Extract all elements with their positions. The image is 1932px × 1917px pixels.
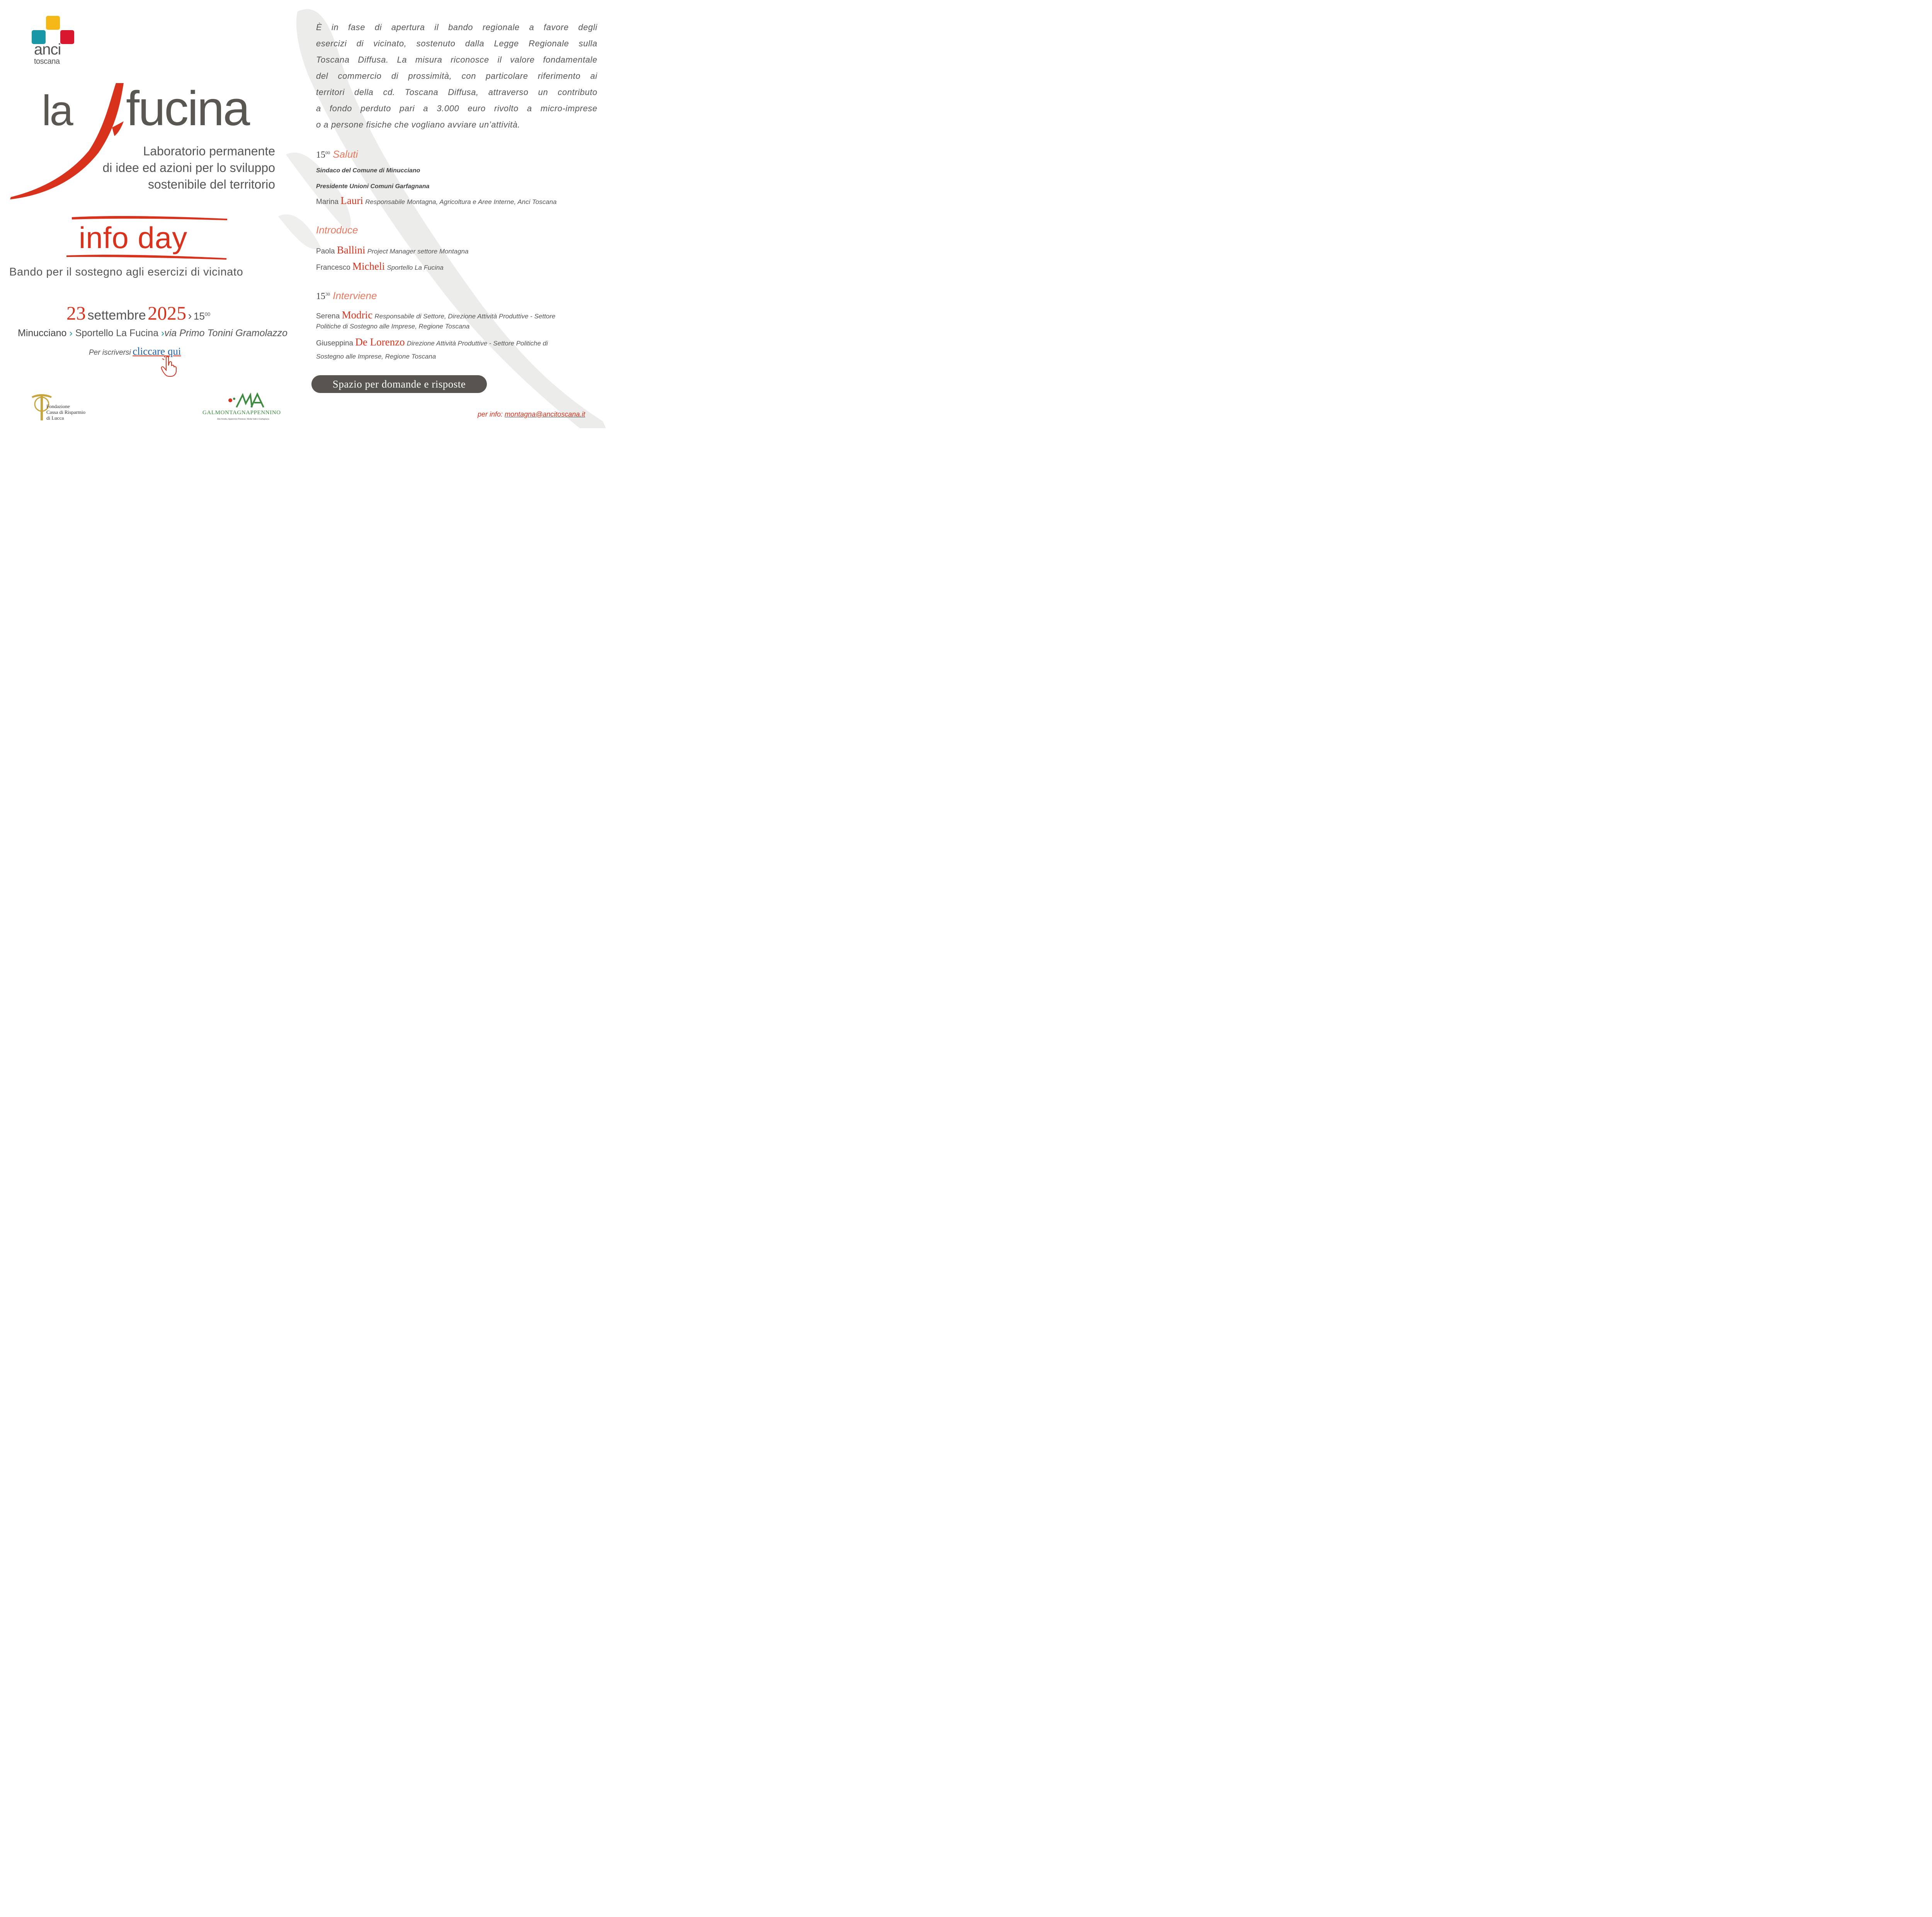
- chevron-right-icon: ›: [188, 310, 192, 322]
- speaker-ballini: Paola Ballini Project Manager settore Montagna: [316, 244, 469, 256]
- logo-text-toscana: toscana: [34, 57, 60, 66]
- tagline-line-2: di idee ed azioni per lo sviluppo: [102, 161, 275, 175]
- intro-line-3: Toscana Diffusa. La misura riconosce il valore fondamentale: [316, 55, 597, 65]
- fondazione-line-1: Fondazione: [46, 403, 70, 409]
- chevron-right-icon: ›: [69, 328, 73, 338]
- intro-line-2: esercizi di vicinato, sostenuto dalla Legge Regionale sulla: [316, 39, 597, 48]
- intro-line-4: del commercio di prossimità, con particolare riferimento ai: [316, 71, 597, 81]
- event-location: [18, 328, 287, 339]
- gal-name: GALMONTAGNAPPENNINO: [202, 410, 281, 416]
- location-venue: Sportello La Fucina: [75, 328, 159, 338]
- gal-ma-logo-icon: [226, 392, 269, 410]
- intro-line-5: territori della cd. Toscana Diffusa, attraverso un contributo: [316, 87, 597, 97]
- event-title: info day: [79, 221, 188, 255]
- contact-info: [478, 410, 585, 418]
- event-date: [66, 302, 210, 329]
- section-label: Saluti: [333, 148, 358, 160]
- speaker-modric: Serena Modric Responsabile di Settore, Direzione Attività Produttive - Settore: [316, 309, 556, 321]
- tagline-line-1: Laboratorio permanente: [143, 144, 275, 158]
- section-interviene: $15^{30}$ Interviene: [316, 290, 377, 301]
- speaker-delorenzo: Giuseppina De Lorenzo Direzione Attività Produttive - Settore Politiche di: [316, 336, 548, 348]
- section-saluti: $15^{00}$ Saluti: [316, 148, 358, 160]
- qa-session-button[interactable]: Spazio per domande e risposte: [311, 375, 487, 393]
- gal-subtitle: Alta Versilia, Appennino Pistoiese, Media Valle e Garfagnana: [217, 418, 269, 420]
- fondazione-logo-text: [46, 403, 85, 421]
- date-time: $15^{00}$: [194, 310, 211, 322]
- speaker-delorenzo-role-2: Sostegno alle Imprese, Regione Toscana: [316, 353, 436, 360]
- brand-fucina: fucina: [126, 81, 249, 136]
- brand-la: la: [42, 87, 72, 134]
- tagline-line-3: sostenibile del territorio: [148, 177, 275, 191]
- event-subtitle: Bando per il sostegno agli esercizi di vicinato: [9, 266, 243, 278]
- location-town: Minucciano: [18, 328, 67, 338]
- speaker-modric-role-2: Politiche di Sostegno alle Imprese, Regione Toscana: [316, 323, 470, 330]
- location-address: via Primo Tonini Gramolazzo: [164, 328, 288, 338]
- contact-email-link[interactable]: montagna@ancitoscana.it: [505, 410, 585, 418]
- speaker-lauri: Marina Lauri Responsabile Montagna, Agricoltura e Aree Interne, Anci Toscana: [316, 195, 557, 206]
- intro-line-7: o a persone fisiche che vogliano avviare un’attività.: [316, 120, 520, 129]
- date-year: 2025: [148, 302, 187, 324]
- logo-text-anci: anci: [34, 41, 61, 58]
- contact-label: per info:: [478, 410, 503, 418]
- section-label: Introduce: [316, 224, 358, 236]
- register-label: Per iscriversi: [89, 349, 131, 357]
- fondazione-line-2: Cassa di Risparmio: [46, 409, 86, 415]
- intro-line-1: È in fase di apertura il bando regionale a favore degli: [316, 22, 597, 32]
- intro-line-6: a fondo perduto pari a 3.000 euro rivolto a micro-imprese: [316, 104, 597, 113]
- greeting-presidente: Presidente Unioni Comuni Garfagnana: [316, 183, 430, 190]
- hand-pointer-icon[interactable]: [161, 356, 180, 377]
- date-day: 23: [66, 302, 86, 324]
- register-link[interactable]: cliccare qui: [133, 345, 181, 357]
- greeting-sindaco: Sindaco del Comune di Minucciano: [316, 167, 420, 174]
- speaker-micheli: Francesco Micheli Sportello La Fucina: [316, 260, 444, 272]
- section-introduce: [316, 224, 358, 236]
- date-month: settembre: [87, 308, 146, 323]
- fondazione-line-3: di Lucca: [46, 415, 64, 421]
- chevron-right-icon: ›: [161, 328, 165, 338]
- section-label: Interviene: [333, 290, 377, 301]
